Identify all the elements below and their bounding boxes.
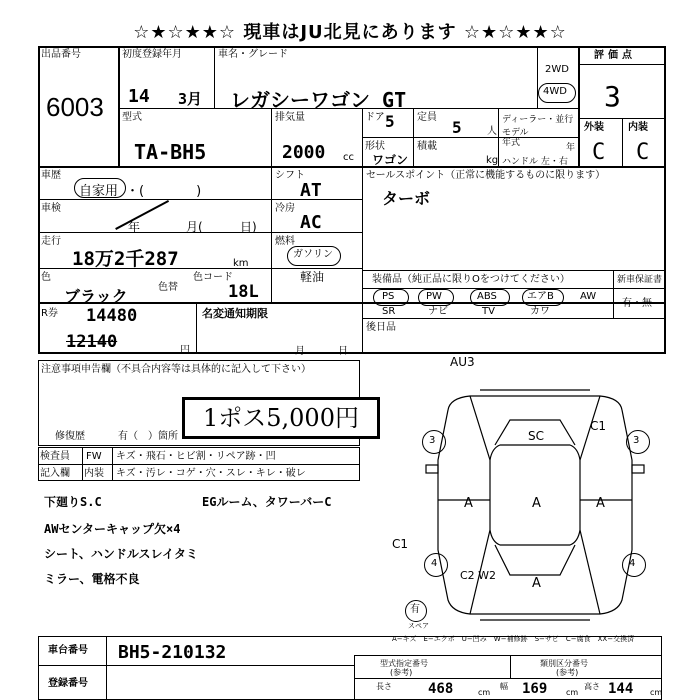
chassis-value: BH5-210132 xyxy=(118,642,227,663)
remark-4: シート、ハンドルスレイタミ xyxy=(44,547,198,561)
mileage-unit: km xyxy=(233,258,249,269)
length-unit: cm xyxy=(478,688,491,697)
sales-point-value: ターボ xyxy=(382,189,431,208)
mark-spare: 有 xyxy=(410,604,420,615)
type-spec-sub: (参考) xyxy=(390,668,413,677)
equipment-label: 装備品（純正品に限りOをつけてください） xyxy=(372,274,570,285)
score-int-label: 内装 xyxy=(628,122,648,133)
check-int-items: キズ・汚レ・コゲ・穴・スレ・キレ・破レ xyxy=(116,468,306,479)
warranty-label: 新車保証書 xyxy=(617,275,663,285)
drive-2wd: 2WD xyxy=(545,64,569,75)
equip-ps: PS xyxy=(382,291,395,302)
remark-5: ミラー、電格不良 xyxy=(44,572,140,586)
check-fw: FW xyxy=(86,451,102,462)
color-value: ブラック xyxy=(64,287,128,306)
inspection-label: 車検 xyxy=(41,203,61,214)
name-change-label: 名変通知期限 xyxy=(202,307,268,320)
car-diagram xyxy=(392,350,690,630)
check-row1-label: 検査員 xyxy=(40,451,70,462)
mark-sc: SC xyxy=(528,429,544,443)
displacement-label: 排気量 xyxy=(275,112,305,123)
inspection-year: 年 xyxy=(128,220,141,234)
score-ext-label: 外装 xyxy=(584,122,604,133)
handle-label: ハンドル 左・右 xyxy=(502,157,568,167)
mileage-value: 18万2千287 xyxy=(72,248,179,270)
equip-aw: AW xyxy=(580,291,597,302)
height-label: 高さ xyxy=(584,682,600,691)
diagram-legend: A−キズ E−エクボ U−凹み W−補修跡 S−サビ C−腐食 XX−交換済 xyxy=(392,635,635,643)
color-code-value: 18L xyxy=(228,282,259,302)
equip-leather: カワ xyxy=(530,306,550,317)
car-outline xyxy=(400,350,690,630)
load-unit: kg xyxy=(486,155,499,166)
equip-pw: PW xyxy=(426,291,442,302)
sales-point-label: セールスポイント（正常に機能するものに限ります） xyxy=(366,170,606,181)
shape-label: 形状 xyxy=(365,141,385,152)
history-value: 自家用 xyxy=(79,184,119,199)
score-int-value: C xyxy=(636,140,650,165)
inspection-month: 月( xyxy=(186,220,203,234)
category-sub: (参考) xyxy=(556,668,579,677)
score-label: 評価点 xyxy=(594,50,636,61)
dealer-model-label: モデル xyxy=(502,128,529,138)
remark-2: EGルーム、タワーバーC xyxy=(202,495,332,509)
warranty-value: 有・無 xyxy=(622,298,652,309)
chassis-label: 車台番号 xyxy=(48,645,88,656)
displacement-value: 2000 xyxy=(282,142,326,163)
shape-value: ワゴン xyxy=(372,153,409,167)
repair-value: 有（ ）箇所 xyxy=(118,431,178,442)
width-unit: cm xyxy=(566,688,579,697)
recycle-unit: 円 xyxy=(180,345,190,356)
mark-a-center: A xyxy=(532,496,541,511)
fuel-oil: 軽油 xyxy=(300,270,325,284)
cooling-value: AC xyxy=(300,212,322,233)
capacity-label: 定員 xyxy=(417,112,437,123)
category-label: 類別区分番号 xyxy=(540,659,588,668)
color-change-label: 色替 xyxy=(158,282,178,293)
page-header: ☆★☆★★☆ 現車はJU北見にあります ☆★☆★★☆ xyxy=(133,22,567,43)
repair-label: 修復歴 xyxy=(55,431,85,442)
type-spec-label: 型式指定番号 xyxy=(380,659,428,668)
capacity-value: 5 xyxy=(452,118,462,137)
doors-value: 5 xyxy=(385,112,395,131)
cooling-label: 冷房 xyxy=(275,203,295,214)
height-unit: cm xyxy=(650,688,663,697)
dealer-year-label: 年式 xyxy=(502,138,521,148)
equip-abs: ABS xyxy=(477,291,497,302)
doors-label: ドア xyxy=(365,112,385,123)
mileage-label: 走行 xyxy=(41,236,61,247)
mark-a-rear: A xyxy=(532,576,541,591)
mark-tire-rl: 4 xyxy=(431,558,438,569)
name-change-day: 日 xyxy=(338,346,348,357)
equip-airbag: エアB xyxy=(527,291,554,302)
car-name-value: レガシーワゴン GT xyxy=(230,88,407,112)
first-reg-month: 3月 xyxy=(178,90,203,108)
notes-label: 注意事項申告欄（不具合内容等は具体的に記入して下さい） xyxy=(41,364,311,375)
shift-label: シフト xyxy=(275,170,305,181)
mark-tire-fr: 3 xyxy=(633,435,640,446)
mark-tire-rr: 4 xyxy=(629,558,636,569)
dealer-label: ディーラー・並行 xyxy=(502,115,574,125)
check-interior: 内装 xyxy=(84,468,104,479)
mark-a-right: A xyxy=(596,496,605,511)
check-row2-label: 記入欄 xyxy=(40,468,70,479)
mark-a-left: A xyxy=(464,496,473,511)
check-fw-items: キズ・飛石・ヒビ割・リペア跡・凹 xyxy=(116,451,276,462)
equip-tv: TV xyxy=(482,306,495,317)
color-code-label: 色コード xyxy=(193,272,233,283)
history-rest: ・( ) xyxy=(126,184,202,199)
first-reg-year: 14 xyxy=(128,86,150,107)
fuel-label: 燃料 xyxy=(275,236,295,247)
width-value: 169 xyxy=(522,681,548,697)
mark-tire-fl: 3 xyxy=(429,435,436,446)
after-fit-label: 後日品 xyxy=(366,322,396,333)
mark-spare-label: スペア xyxy=(408,622,429,630)
model-label: 型式 xyxy=(122,112,142,123)
recycle-value-2: 12140 xyxy=(66,332,118,352)
recycle-label: R券 xyxy=(41,308,58,319)
equip-sr: SR xyxy=(382,306,396,317)
displacement-unit: cc xyxy=(343,152,354,163)
mark-au3: AU3 xyxy=(450,355,475,369)
history-label: 車歴 xyxy=(41,170,61,181)
mark-c1-top: C1 xyxy=(590,419,607,433)
length-value: 468 xyxy=(428,681,454,697)
dealer-year-unit: 年 xyxy=(566,143,576,153)
height-value: 144 xyxy=(608,681,634,697)
remark-1: 下廻りS.C xyxy=(44,495,102,509)
fuel-gas: ガソリン xyxy=(293,249,333,260)
score-ext-value: C xyxy=(592,140,606,165)
capacity-unit: 人 xyxy=(487,126,497,137)
mark-c2w2: C2 W2 xyxy=(460,569,497,582)
equip-navi: ナビ xyxy=(428,306,448,317)
name-change-month: 月 xyxy=(295,346,305,357)
first-reg-label: 初度登録年月 xyxy=(122,49,182,60)
model-value: TA-BH5 xyxy=(134,140,207,164)
width-label: 幅 xyxy=(500,682,508,691)
remark-3: AWセンターキャップ欠×4 xyxy=(44,522,181,536)
car-name-label: 車名・グレード xyxy=(218,49,288,60)
load-label: 積載 xyxy=(417,141,437,152)
drive-4wd: 4WD xyxy=(543,86,567,97)
score-value: 3 xyxy=(604,80,621,113)
inspection-day: 日) xyxy=(240,220,257,234)
notes-stamp: 1ポス5,000円 xyxy=(182,397,380,439)
lot-label: 出品番号 xyxy=(41,49,81,60)
shift-value: AT xyxy=(300,180,322,201)
mark-c1-left: C1 xyxy=(392,537,409,551)
lot-number: 6003 xyxy=(46,92,104,122)
reg-number-label: 登録番号 xyxy=(48,678,88,689)
length-label: 長さ xyxy=(376,682,392,691)
color-label: 色 xyxy=(41,272,51,283)
recycle-value-1: 14480 xyxy=(86,306,138,326)
